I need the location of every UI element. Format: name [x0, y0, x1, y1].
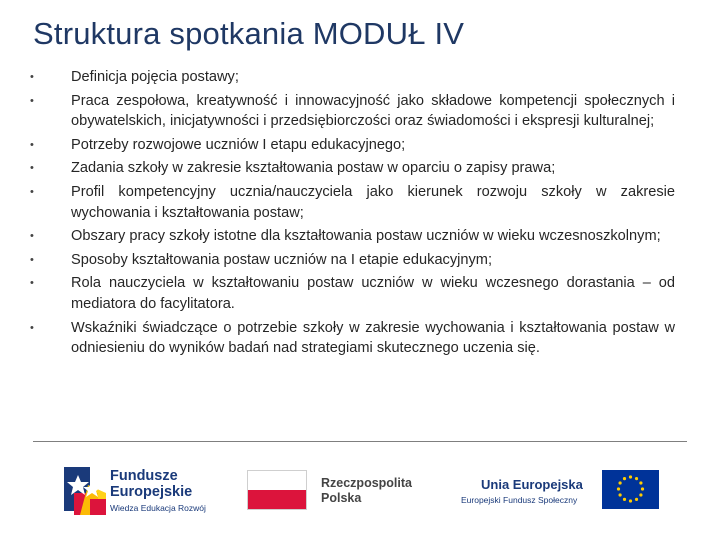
logo-text-line: Rzeczpospolita	[321, 476, 412, 490]
list-item-text: Definicja pojęcia postawy;	[71, 69, 239, 85]
unia-europejska-text	[461, 477, 583, 505]
list-item	[30, 318, 675, 359]
bullet: •	[30, 253, 34, 266]
list-item-text: Potrzeby rozwojowe uczniów I etapu edukacyjnego;	[71, 136, 406, 153]
bullet: •	[30, 185, 34, 198]
logo-text-line: Unia Europejska	[481, 477, 583, 492]
logo-text-line: Europejskie	[110, 484, 193, 500]
bullet: •	[30, 230, 34, 243]
bullet: •	[30, 94, 34, 107]
bullet: •	[30, 321, 34, 334]
list-item-text: Sposoby kształtowania postaw uczniów na I etapie edukacyjnym;	[71, 251, 493, 268]
logo-text-line: Europejski Fundusz Społeczny	[461, 495, 578, 505]
list-item-text: Rola nauczyciela w kształtowaniu postaw uczniów w wieku wczesnego dorastania – od mediatora do facylitatora.	[71, 275, 675, 312]
list-item	[30, 91, 675, 132]
list-item-text: Profil kompetencyjny ucznia/nauczyciela jako kierunek rozwoju szkoły w zakresie wychowania i kształtowania postaw;	[71, 183, 675, 221]
divider	[33, 441, 687, 442]
slide-title: Struktura spotkania MODUŁ IV	[33, 16, 465, 51]
logo-text-line: Polska	[321, 491, 362, 505]
list-item	[30, 250, 675, 271]
list-item	[30, 67, 675, 88]
bullet: •	[30, 138, 34, 151]
list-item	[30, 273, 675, 314]
fundusze-europejskie-text	[110, 468, 206, 513]
list-item-text: Zadania szkoły w zakresie kształtowania postaw w oparciu o zapisy prawa;	[71, 160, 556, 177]
bullet: •	[30, 162, 34, 175]
agenda-list	[30, 67, 675, 362]
rzeczpospolita-text	[321, 476, 412, 506]
list-item	[30, 135, 675, 156]
list-item	[30, 158, 675, 179]
bullet: •	[30, 71, 34, 83]
list-item-text: Praca zespołowa, kreatywność i innowacyjność jako składowe kompetencji społecznych i obywatelskich, inicjatywności i przedsiębiorczości oraz świadomości i ekspresji kulturalnej;	[71, 92, 675, 130]
fundusze-europejskie-logo-icon	[64, 463, 106, 515]
logo-text-line: Fundusze	[110, 468, 178, 484]
bullet: •	[30, 277, 34, 290]
list-item	[30, 226, 675, 247]
eu-flag-icon	[602, 470, 659, 509]
list-item-text: Obszary pracy szkoły istotne dla kształtowania postaw uczniów w wieku wczesnoszkolnym;	[71, 228, 661, 245]
list-item	[30, 182, 675, 223]
logo-text-line: Wiedza Edukacja Rozwój	[110, 503, 206, 513]
funding-logos-bar	[0, 455, 720, 530]
polish-flag-icon	[247, 470, 307, 510]
list-item-text: Wskaźniki świadczące o potrzebie szkoły w zakresie wychowania i kształtowania postaw w odniesieniu do wyników badań nad strategiami skutecznego uczenia się.	[71, 319, 675, 357]
